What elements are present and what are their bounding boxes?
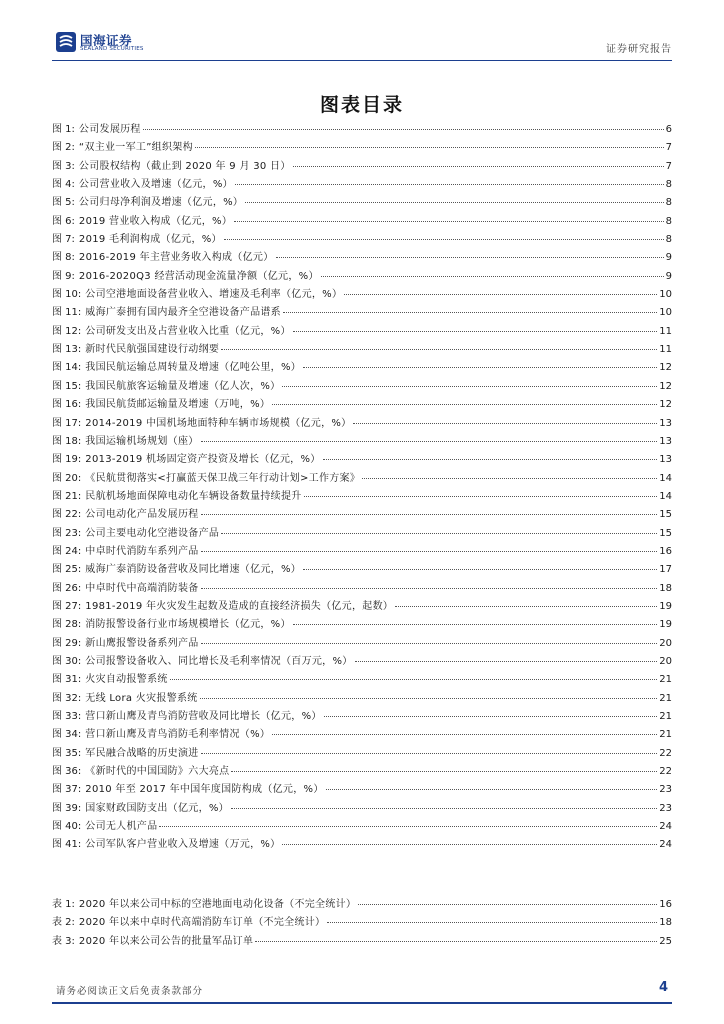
entry-label: 图 5: <box>52 197 75 209</box>
entry-title: 公司报警设备收入、同比增长及毛利率情况（百万元，%） <box>85 655 353 667</box>
dot-leader <box>358 904 657 905</box>
entry-page-number: 20 <box>659 655 672 667</box>
figure-entry[interactable] <box>52 671 672 689</box>
figure-entry[interactable] <box>52 433 672 451</box>
dot-leader <box>327 922 657 923</box>
dot-leader <box>231 771 657 772</box>
figure-entry[interactable] <box>52 506 672 524</box>
entry-label: 图 13: <box>52 344 82 356</box>
entry-page-number: 18 <box>659 917 672 929</box>
dot-leader <box>170 679 658 680</box>
figure-entry[interactable] <box>52 836 672 854</box>
dot-leader <box>303 367 657 368</box>
entry-page-number: 6 <box>665 124 672 135</box>
dot-leader <box>235 184 664 185</box>
entry-page-number: 22 <box>659 747 672 759</box>
entry-title: 我国民航运输总周转量及增速（亿吨公里，%） <box>85 362 302 374</box>
figure-entry[interactable] <box>52 176 672 194</box>
entry-page-number: 11 <box>659 344 672 356</box>
table-entry[interactable] <box>52 933 672 951</box>
entry-title: 《民航贯彻落实<打赢蓝天保卫战三年行动计划>工作方案》 <box>85 472 361 484</box>
figure-entry[interactable] <box>52 286 672 304</box>
entry-page-number: 12 <box>659 380 672 392</box>
entry-page-number: 16 <box>659 545 672 557</box>
entry-label: 表 2: <box>52 917 75 929</box>
entry-page-number: 18 <box>659 582 672 594</box>
entry-title: 我国民航旅客运输量及增速（亿人次，%） <box>85 380 281 392</box>
entry-title: 公司电动化产品发展历程 <box>85 509 199 521</box>
entry-page-number: 23 <box>659 802 672 814</box>
figure-entry[interactable] <box>52 726 672 744</box>
entry-title: 公司研发支出及占营业收入比重（亿元，%） <box>85 325 291 337</box>
figure-entry[interactable] <box>52 690 672 708</box>
entry-label: 图 31: <box>52 674 82 686</box>
figure-entry[interactable] <box>52 708 672 726</box>
entry-title: 威海广泰拥有国内最齐全空港设备产品谱系 <box>85 307 281 319</box>
entry-page-number: 10 <box>659 307 672 319</box>
entry-page-number: 24 <box>659 839 672 851</box>
dot-leader <box>293 331 657 332</box>
entry-label: 图 8: <box>52 252 75 264</box>
entry-title: 威海广泰消防设备营收及同比增速（亿元，%） <box>85 564 302 576</box>
entry-label: 图 26: <box>52 582 82 594</box>
entry-page-number: 19 <box>659 600 672 612</box>
entry-label: 表 3: <box>52 935 75 947</box>
figure-entry[interactable] <box>52 323 672 341</box>
entry-label: 图 37: <box>52 784 82 796</box>
entry-label: 图 28: <box>52 619 82 631</box>
entry-page-number: 21 <box>659 692 672 704</box>
entry-page-number: 11 <box>659 325 672 337</box>
entry-title: 我国民航货邮运输量及增速（万吨，%） <box>85 399 271 411</box>
dot-leader <box>201 441 658 442</box>
figure-entry[interactable] <box>52 561 672 579</box>
entry-title: 无线 Lora 火灾报警系统 <box>85 692 198 704</box>
entry-label: 图 24: <box>52 545 82 557</box>
entry-title: 2014-2019 中国机场地面特种车辆市场规模（亿元，%） <box>85 417 352 429</box>
figure-entry[interactable] <box>52 359 672 377</box>
dot-leader <box>344 294 657 295</box>
entry-page-number: 8 <box>665 234 672 246</box>
entry-page-number: 19 <box>659 619 672 631</box>
dot-leader <box>195 147 664 148</box>
entry-title: 公司无人机产品 <box>85 821 158 833</box>
figure-entry[interactable] <box>52 304 672 322</box>
entry-title: 公司军队客户营业收入及增速（万元，%） <box>85 839 281 851</box>
figure-entry[interactable] <box>52 745 672 763</box>
entry-page-number: 8 <box>665 215 672 227</box>
dot-leader <box>355 661 658 662</box>
figure-entry[interactable] <box>52 378 672 396</box>
dot-leader <box>353 423 657 424</box>
entry-label: 图 19: <box>52 454 82 466</box>
entry-label: 图 27: <box>52 600 82 612</box>
entry-label: 图 41: <box>52 839 82 851</box>
entry-label: 图 3: <box>52 160 75 172</box>
entry-page-number: 12 <box>659 362 672 374</box>
entry-label: 图 36: <box>52 766 82 778</box>
entry-page-number: 9 <box>665 252 672 264</box>
entry-title: 2019 营业收入构成（亿元，%） <box>78 215 233 227</box>
entry-title: 公司股权结构（截止到 2020 年 9 月 30 日） <box>78 160 291 172</box>
dot-leader <box>293 166 664 167</box>
entry-label: 图 25: <box>52 564 82 576</box>
dot-leader <box>143 129 664 130</box>
dot-leader <box>201 753 658 754</box>
entry-title: 2016-2019 年主营业务收入构成（亿元） <box>78 252 274 264</box>
entry-page-number: 7 <box>665 160 672 172</box>
figure-entry[interactable] <box>52 800 672 818</box>
entry-title: 我国运输机场规划（座） <box>85 435 199 447</box>
figure-entry[interactable] <box>52 121 672 139</box>
entry-title: 中卓时代中高端消防装备 <box>85 582 199 594</box>
entry-page-number: 14 <box>659 472 672 484</box>
dot-leader <box>201 551 658 552</box>
table-entry[interactable] <box>52 896 672 914</box>
entry-title: 2020 年以来公司中标的空港地面电动化设备（不完全统计） <box>78 899 357 910</box>
footer-divider <box>52 1002 672 1004</box>
entry-label: 图 29: <box>52 637 82 649</box>
entry-title: 新山鹰报警设备系列产品 <box>85 637 199 649</box>
entry-title: 军民融合战略的历史演进 <box>85 747 199 759</box>
entry-page-number: 7 <box>665 142 672 154</box>
entry-title: 公司归母净利润及增速（亿元，%） <box>78 197 244 209</box>
dot-leader <box>201 643 658 644</box>
dot-leader <box>323 459 658 460</box>
figure-entry[interactable] <box>52 580 672 598</box>
dot-leader <box>201 588 658 589</box>
figure-list <box>52 121 672 855</box>
entry-title: 火灾自动报警系统 <box>85 674 168 686</box>
footer-disclaimer: 请务必阅读正文后免责条款部分 <box>56 986 204 997</box>
entry-label: 图 4: <box>52 179 75 191</box>
figure-entry[interactable] <box>52 616 672 634</box>
entry-label: 图 39: <box>52 802 82 814</box>
entry-title: 2010 年至 2017 年中国年度国防构成（亿元，%） <box>85 784 324 796</box>
dot-leader <box>282 844 657 845</box>
table-list <box>52 896 672 951</box>
entry-page-number: 15 <box>659 527 672 539</box>
dot-leader <box>159 826 657 827</box>
dot-leader <box>362 478 657 479</box>
dot-leader <box>303 569 657 570</box>
page-title: 图表目录 <box>319 94 404 116</box>
entry-label: 图 10: <box>52 289 82 301</box>
figure-entry[interactable] <box>52 231 672 249</box>
figure-entry[interactable] <box>52 598 672 616</box>
entry-label: 图 1: <box>52 124 75 135</box>
entry-page-number: 16 <box>659 899 672 910</box>
brand-logo <box>56 30 186 56</box>
figure-entry[interactable] <box>52 268 672 286</box>
entry-page-number: 24 <box>659 821 672 833</box>
entry-title: 2019 毛利润构成（亿元，%） <box>78 234 222 246</box>
entry-title: 《新时代的中国国防》六大亮点 <box>85 766 230 778</box>
dot-leader <box>293 624 657 625</box>
figure-entry[interactable] <box>52 213 672 231</box>
figure-entry[interactable] <box>52 451 672 469</box>
dot-leader <box>276 257 664 258</box>
entry-label: 图 23: <box>52 527 82 539</box>
figure-entry[interactable] <box>52 341 672 359</box>
page-number: 4 <box>658 980 668 995</box>
entry-page-number: 9 <box>665 270 672 282</box>
entry-title: 2020 年以来中卓时代高端消防车订单（不完全统计） <box>78 917 326 929</box>
entry-label: 图 9: <box>52 270 75 282</box>
entry-title: 营口新山鹰及青鸟消防毛利率情况（%） <box>85 729 271 741</box>
entry-page-number: 25 <box>659 935 672 947</box>
entry-label: 图 35: <box>52 747 82 759</box>
entry-title: 公司主要电动化空港设备产品 <box>85 527 220 539</box>
entry-label: 图 12: <box>52 325 82 337</box>
entry-page-number: 10 <box>659 289 672 301</box>
entry-page-number: 8 <box>665 179 672 191</box>
dot-leader <box>326 789 658 790</box>
entry-title: 新时代民航强国建设行动纲要 <box>85 344 220 356</box>
entry-label: 图 14: <box>52 362 82 374</box>
entry-page-number: 21 <box>659 711 672 722</box>
figure-entry[interactable] <box>52 470 672 488</box>
entry-title: “双主业一军工”组织架构 <box>78 142 193 154</box>
entry-page-number: 8 <box>665 197 672 209</box>
entry-label: 图 33: <box>52 711 82 722</box>
dot-leader <box>282 386 657 387</box>
dot-leader <box>395 606 657 607</box>
entry-label: 图 6: <box>52 215 75 227</box>
sealand-logo-icon <box>56 32 76 52</box>
entry-label: 图 32: <box>52 692 82 704</box>
figure-entry[interactable] <box>52 158 672 176</box>
figure-entry[interactable] <box>52 249 672 267</box>
dot-leader <box>234 221 663 222</box>
entry-label: 图 7: <box>52 234 75 246</box>
dot-leader <box>272 734 657 735</box>
entry-page-number: 23 <box>659 784 672 796</box>
entry-title: 民航机场地面保障电动化车辆设备数量持续提升 <box>85 490 302 502</box>
entry-page-number: 21 <box>659 729 672 741</box>
header-divider <box>52 60 672 61</box>
dot-leader <box>201 514 658 515</box>
entry-title: 2020 年以来公司公告的批量军品订单 <box>78 935 254 947</box>
entry-title: 公司发展历程 <box>78 124 141 135</box>
entry-label: 图 21: <box>52 490 82 502</box>
dot-leader <box>231 808 657 809</box>
entry-label: 图 17: <box>52 417 82 429</box>
entry-label: 图 16: <box>52 399 82 411</box>
entry-title: 消防报警设备行业市场规模增长（亿元，%） <box>85 619 291 631</box>
figure-entry[interactable] <box>52 763 672 781</box>
entry-label: 表 1: <box>52 899 75 910</box>
figure-entry[interactable] <box>52 818 672 836</box>
dot-leader <box>283 312 657 313</box>
entry-page-number: 20 <box>659 637 672 649</box>
entry-page-number: 21 <box>659 674 672 686</box>
entry-label: 图 18: <box>52 435 82 447</box>
entry-label: 图 22: <box>52 509 82 521</box>
brand-name-en: SEALAND SECURITIES <box>80 46 144 52</box>
entry-label: 图 20: <box>52 472 82 484</box>
entry-page-number: 13 <box>659 454 672 466</box>
figure-entry[interactable] <box>52 653 672 671</box>
dot-leader <box>221 349 657 350</box>
dot-leader <box>255 941 657 942</box>
entry-label: 图 30: <box>52 655 82 667</box>
dot-leader <box>321 276 664 277</box>
entry-page-number: 13 <box>659 417 672 429</box>
figure-entry[interactable] <box>52 194 672 212</box>
entry-label: 图 40: <box>52 821 82 833</box>
entry-page-number: 13 <box>659 435 672 447</box>
figure-entry[interactable] <box>52 396 672 414</box>
entry-page-number: 22 <box>659 766 672 778</box>
entry-title: 2013-2019 机场固定资产投资及增长（亿元，%） <box>85 454 321 466</box>
entry-label: 图 11: <box>52 307 82 319</box>
entry-page-number: 17 <box>659 564 672 576</box>
entry-label: 图 34: <box>52 729 82 741</box>
entry-title: 公司营业收入及增速（亿元，%） <box>78 179 233 191</box>
entry-label: 图 2: <box>52 142 75 154</box>
entry-title: 公司空港地面设备营业收入、增速及毛利率（亿元，%） <box>85 289 343 301</box>
dot-leader <box>272 404 657 405</box>
figure-entry[interactable] <box>52 525 672 543</box>
report-type-label: 证券研究报告 <box>606 44 672 55</box>
entry-page-number: 12 <box>659 399 672 411</box>
dot-leader <box>304 496 658 497</box>
dot-leader <box>245 202 663 203</box>
entry-page-number: 15 <box>659 509 672 521</box>
entry-title: 2016-2020Q3 经营活动现金流量净额（亿元，%） <box>78 270 319 282</box>
brand-name-cn: 国海证券 <box>80 33 133 48</box>
dot-leader <box>221 533 657 534</box>
figure-entry[interactable] <box>52 488 672 506</box>
entry-title: 1981-2019 年火灾发生起数及造成的直接经济损失（亿元，起数） <box>85 600 394 612</box>
table-entry[interactable] <box>52 914 672 932</box>
figure-entry[interactable] <box>52 139 672 157</box>
page-header <box>56 30 672 60</box>
dot-leader <box>324 716 658 717</box>
entry-title: 国家财政国防支出（亿元，%） <box>85 802 229 814</box>
figure-entry[interactable] <box>52 635 672 653</box>
dot-leader <box>224 239 664 240</box>
figure-entry[interactable] <box>52 543 672 561</box>
entry-page-number: 14 <box>659 490 672 502</box>
dot-leader <box>200 698 658 699</box>
figure-entry[interactable] <box>52 781 672 799</box>
entry-label: 图 15: <box>52 380 82 392</box>
figure-entry[interactable] <box>52 415 672 433</box>
entry-title: 营口新山鹰及青鸟消防营收及同比增长（亿元，%） <box>85 711 322 722</box>
entry-title: 中卓时代消防车系列产品 <box>85 545 199 557</box>
